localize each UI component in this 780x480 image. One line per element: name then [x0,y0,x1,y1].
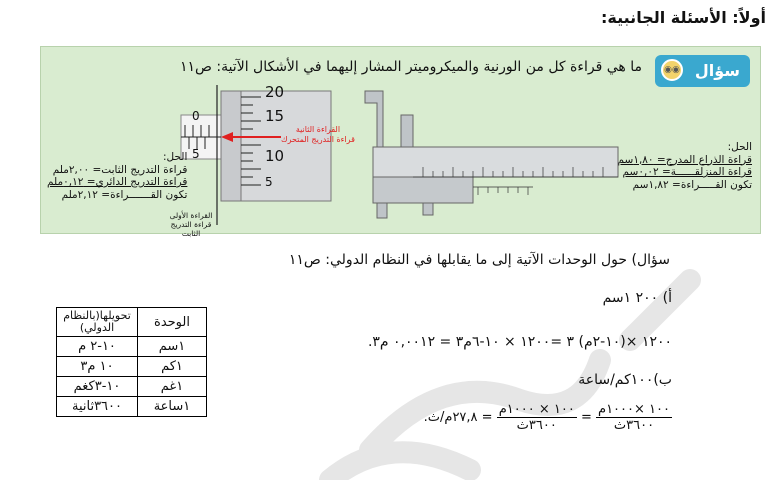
micrometer-line-3: تكون القـــــــراءة= ٢,١٢ملم [61,188,188,201]
page-heading: أولاً: الأسئلة الجانبية: [601,8,766,27]
fraction-2 [497,402,577,433]
table-row [57,377,207,397]
moving-scale-text: قراءة التدريج المتحرك [281,135,355,144]
question-panel [40,46,761,238]
owl-icon: ◉◉ [661,59,683,81]
vernier-line-1: قراءة الذراع المدرج= ١,٨٠سم [617,153,752,166]
table-row [57,357,207,377]
q2-part-a-answer: ١٢٠٠ ×(١٠-٢م) ٣ =١٢٠٠ × ١٠-٦م٣ = ٠,٠٠١٢ م٣. [367,334,672,350]
fraction-1-num: ١٠٠ ×١٠٠٠م [598,402,670,417]
vernier-line-3: تكون القـــــراءة= ١,٨٢سم [632,178,752,191]
micrometer-solution [47,151,187,201]
table-row [57,337,207,357]
unit-cell: ١غم [138,377,207,397]
micro-fixed-0: 0 [192,109,200,123]
unit-cell: ١ساعة [138,397,207,417]
conversion-cell: ٣٦٠٠ثانية [57,397,138,417]
conversion-cell: ١٠-٢ م [57,337,138,357]
q2-part-b-answer: $\frac{\text{١٠٠ ×١٠٠٠م}}{\text{٣٦٠٠ث}}$ = $\frac{\text{١٠٠ × ١٠٠٠م}}{\text{٣٦٠٠ث}}$ = ٢٧,٨م/ث. [423,402,670,433]
unit-cell: ١سم [138,337,207,357]
first-reading-text: القراءة الأولى [169,211,213,220]
micro-tick-5: 5 [265,175,273,189]
vernier-solution [618,141,752,191]
table-header-conversion: تحويلها(بالنظام الدولي) [57,308,138,337]
conversion-cell: ١٠ م٣ [57,357,138,377]
micrometer-line-1: قراءة التدريج الثابت= ٢,٠٠ملم [52,163,188,176]
question-badge [655,55,750,87]
q2-part-a-label: أ) ٢٠٠ ١سم [602,290,672,306]
micro-fixed-5: 5 [192,147,200,161]
q2-part-b-result: = ٢٧,٨م/ث. [423,410,493,425]
fraction-1 [596,402,672,433]
units-table [56,307,207,417]
unit-cell: ١كم [138,357,207,377]
fixed-scale-text: قراءة التدريج الثابت [170,220,212,238]
micro-tick-15: 15 [265,107,285,125]
second-reading-text: القراءة الثانية [295,125,341,134]
watermark [270,250,780,480]
micro-tick-10: 10 [265,147,285,165]
table-row [57,397,207,417]
micrometer-solution-title: الحل: [163,151,188,163]
micro-first-reading-label [161,211,221,238]
conversion-cell: ١٠-٣كغم [57,377,138,397]
fraction-2-num: ١٠٠ × ١٠٠٠م [498,402,575,417]
vernier-caliper-figure [353,83,628,223]
badge-label: سؤال [694,61,740,80]
fraction-1-den: ٣٦٠٠ث [613,418,655,433]
question2-title: سؤال) حول الوحدات الآتية إلى ما يقابلها في النظام الدولي: ص١١ [288,252,670,268]
micro-tick-20: 20 [265,83,285,101]
table-header-unit: الوحدة [138,308,207,337]
micrometer-line-2: قراءة التدريج الدائري= ٠,١٢ملم [47,176,188,188]
vernier-solution-title: الحل: [727,141,752,153]
micro-second-reading-label [281,125,355,145]
fraction-2-den: ٣٦٠٠ث [516,418,557,433]
question-text: ما هي قراءة كل من الورنية والميكروميتر المشار إليهما في الأشكال الآتية: ص١١ [179,59,642,75]
q2-part-b-label: ب)١٠٠كم/ساعة [578,372,672,388]
vernier-line-2: قراءة المنزلقــــــة= ٠,٠٢سم [622,166,752,178]
